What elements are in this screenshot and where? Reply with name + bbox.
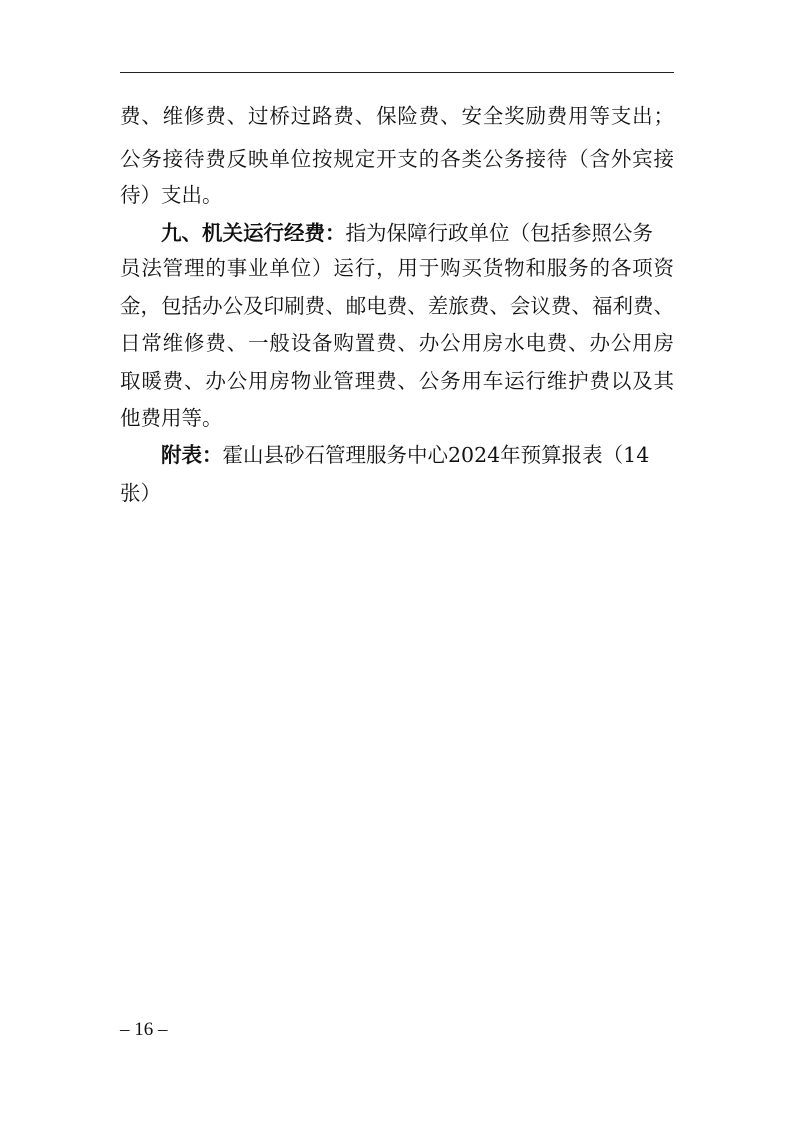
page-number: – 16 –	[120, 1019, 168, 1040]
attachment-first-line	[161, 437, 674, 473]
section-nine-line-4: 日常维修费、一般设备购置费、办公用房水电费、办公用房	[120, 331, 674, 355]
body-line-1: 费、维修费、过桥过路费、保险费、安全奖励费用等支出；	[120, 104, 674, 128]
section-nine-line-6: 他费用等。	[120, 406, 223, 430]
section-nine-first-line-text: 指为保障行政单位（包括参照公务	[345, 221, 653, 245]
attachment-text: 霍山县砂石管理服务中心2024年预算报表（14	[222, 443, 650, 467]
attachment-second-line: 张）	[120, 481, 161, 505]
section-nine-first-line	[161, 215, 674, 251]
header-rule	[120, 72, 674, 73]
body-line-2: 公务接待费反映单位按规定开支的各类公务接待（含外宾接	[120, 147, 674, 171]
body-line-3: 待）支出。	[120, 183, 223, 207]
section-nine-heading: 九、机关运行经费：	[161, 221, 346, 245]
section-nine-line-3: 金，包括办公及印刷费、邮电费、差旅费、会议费、福利费、	[120, 294, 674, 318]
attachment-label: 附表：	[161, 443, 223, 467]
section-nine-line-5: 取暖费、办公用房物业管理费、公务用车运行维护费以及其	[120, 369, 674, 393]
section-nine-line-2: 员法管理的事业单位）运行，用于购买货物和服务的各项资	[120, 256, 674, 280]
